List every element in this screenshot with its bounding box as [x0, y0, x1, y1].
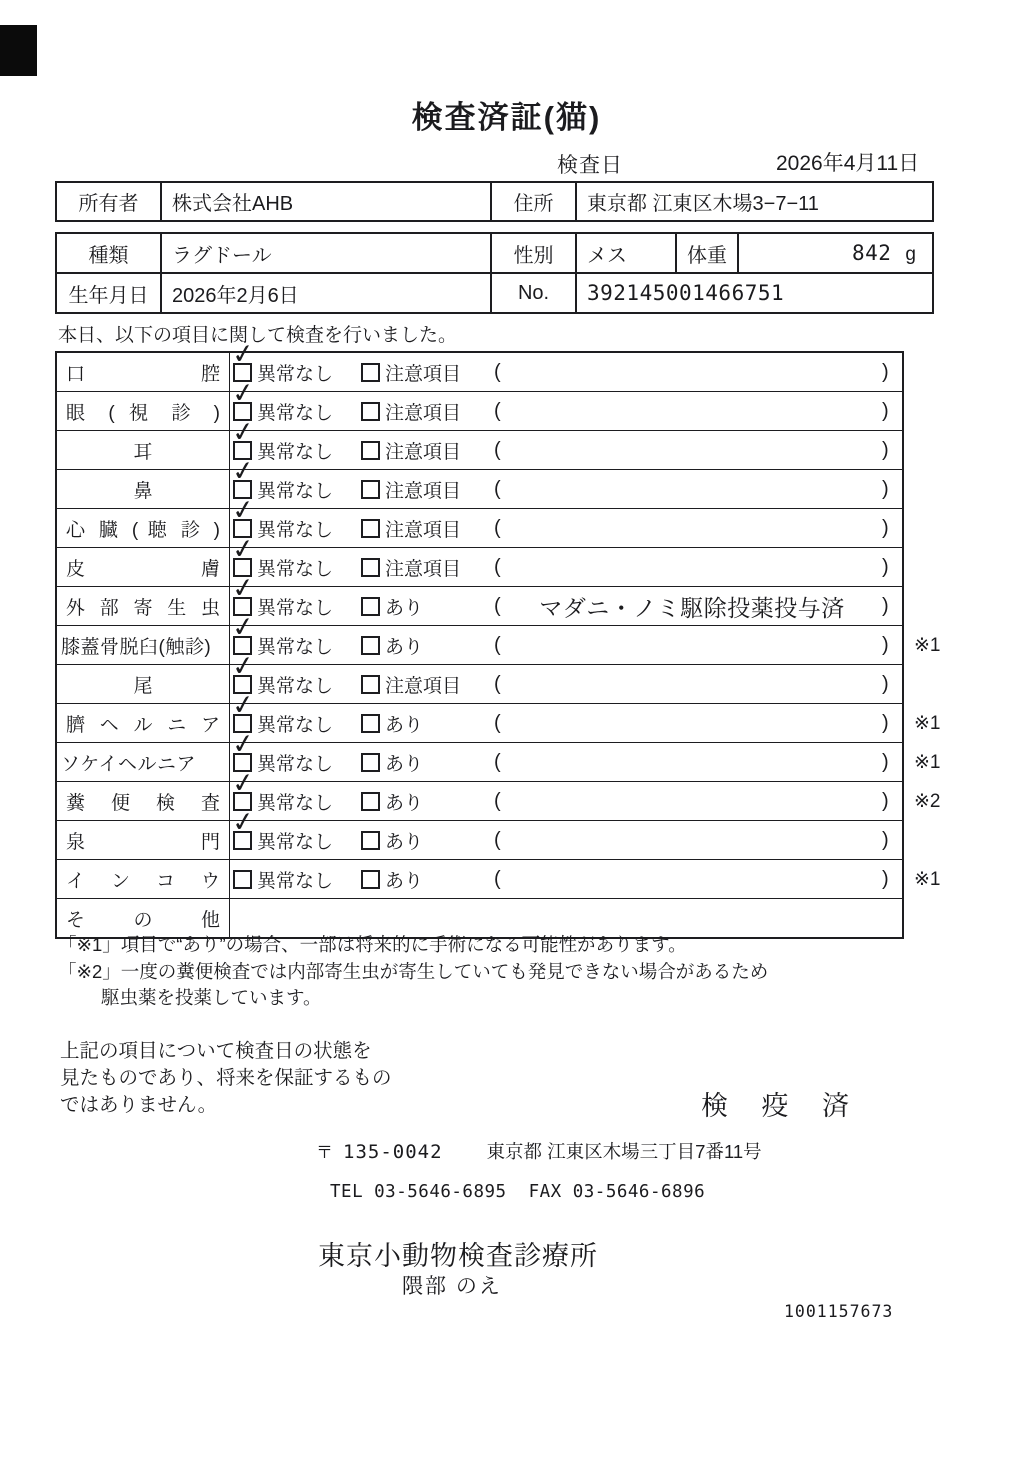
- item-label-cell: [57, 587, 230, 625]
- item-result-cell: [229, 454, 902, 508]
- checkbox-attention: [361, 363, 380, 382]
- item-label: 口 腔: [66, 363, 220, 385]
- microchip-number: 392145001466751: [576, 273, 933, 313]
- attention-label: あり: [385, 831, 424, 853]
- remarks-text: [506, 665, 878, 703]
- check-mark: ✓: [229, 454, 257, 488]
- item-label-cell: [57, 743, 230, 781]
- remarks-paren-open: (: [494, 516, 501, 539]
- no-abnormality-label: 異常なし: [257, 363, 334, 385]
- no-abnormality-label: 異常なし: [257, 441, 334, 463]
- remarks-text: [506, 860, 878, 898]
- remarks-text: マダニ・ノミ駆除投薬投与済: [539, 594, 845, 621]
- footnote-ref: ※2: [914, 790, 941, 812]
- remarks-paren-open: (: [494, 711, 501, 734]
- item-label-cell: [57, 782, 230, 820]
- remarks-text: [506, 626, 878, 664]
- owner-label: 所有者: [56, 182, 161, 221]
- item-label: 外 部 寄 生 虫: [66, 597, 220, 619]
- footnote-ref: ※1: [914, 712, 941, 734]
- item-result-cell: [229, 532, 902, 586]
- checkbox-no-abnormality: [233, 870, 252, 889]
- checklist-row: [57, 571, 902, 626]
- no-abnormality-label: 異常なし: [257, 831, 334, 853]
- attention-option: [361, 704, 423, 742]
- checkbox-attention: [361, 558, 380, 577]
- no-abnormality-label: 異常なし: [257, 792, 334, 814]
- attention-label: 注意項目: [385, 558, 462, 580]
- attention-label: あり: [385, 714, 424, 736]
- page-title: 検査済証(猫): [411, 100, 602, 135]
- attention-option: [361, 860, 423, 898]
- remarks-paren-close: ): [882, 360, 889, 383]
- weight-value: [738, 233, 933, 273]
- check-mark: ✓: [229, 532, 257, 566]
- checklist-row: [57, 610, 941, 665]
- checklist-row: [57, 454, 902, 509]
- attention-label: あり: [385, 753, 424, 775]
- sex-label: 性別: [491, 233, 576, 273]
- quarantine-stamp: 検 疫 済: [701, 1091, 863, 1121]
- item-result-cell: [229, 688, 941, 742]
- item-label-cell: [57, 704, 230, 742]
- remarks-paren-close: ): [882, 672, 889, 695]
- no-abnormality-option: [229, 805, 334, 859]
- remarks-text: [506, 392, 878, 430]
- check-mark: ✓: [229, 766, 257, 800]
- item-result-cell: [229, 805, 902, 859]
- examination-checklist: [55, 337, 941, 939]
- item-label: 尾: [133, 675, 153, 697]
- no-abnormality-label: 異常なし: [257, 870, 334, 892]
- remarks-paren-open: (: [494, 594, 501, 617]
- attention-option: [361, 470, 461, 508]
- clinic-fax: FAX 03-5646-6896: [528, 1182, 706, 1202]
- birthdate-label: 生年月日: [56, 273, 161, 313]
- remarks-text: [506, 353, 878, 391]
- item-label: 皮 膚: [66, 558, 220, 580]
- check-mark: ✓: [229, 415, 257, 449]
- item-label: 心 臓 ( 聴 診 ): [66, 519, 220, 541]
- species-value: ラグドール: [161, 233, 491, 273]
- check-mark: ✓: [229, 610, 257, 644]
- clinic-address-row: [316, 1138, 762, 1164]
- sex-value: メス: [576, 233, 676, 273]
- attention-option: [361, 587, 423, 625]
- veterinarian-name: 隈部 のえ: [402, 1275, 502, 1298]
- check-mark: ✓: [229, 376, 257, 410]
- checkbox-attention: [361, 441, 380, 460]
- checkbox-attention: [361, 519, 380, 538]
- attention-option: [361, 665, 461, 703]
- remarks-paren-open: (: [494, 867, 501, 890]
- no-abnormality-label: 異常なし: [257, 636, 334, 658]
- footnote-1: 「※1」項目で“あり”の場合、一部は将来的に手術になる可能性があります。: [58, 934, 687, 955]
- item-label-cell: [57, 821, 230, 859]
- pet-info-table: [55, 232, 934, 314]
- item-result-cell: [229, 415, 902, 469]
- item-result-cell: [229, 649, 902, 703]
- attention-option: [361, 782, 423, 820]
- checkbox-attention: [361, 870, 380, 889]
- attention-label: 注意項目: [385, 441, 462, 463]
- footnote-ref: ※1: [914, 751, 941, 773]
- checklist-row: [57, 860, 941, 899]
- inspection-date-label: 検査日: [557, 154, 623, 177]
- footnote-ref: ※1: [914, 634, 941, 656]
- weight-label: 体重: [676, 233, 738, 273]
- item-label: そ の 他: [66, 909, 220, 931]
- item-result-cell: [229, 493, 902, 547]
- checklist-row: [57, 493, 902, 548]
- checkbox-attention: [361, 792, 380, 811]
- clinic-name: 東京小動物検査診療所: [318, 1241, 598, 1271]
- attention-label: 注意項目: [385, 519, 462, 541]
- item-result-cell: [230, 860, 941, 898]
- scan-artifact-mark: [0, 25, 37, 76]
- remarks-text: [506, 431, 878, 469]
- remarks-paren-close: ): [882, 555, 889, 578]
- attention-option: [361, 353, 461, 391]
- checkbox-attention: [361, 480, 380, 499]
- remarks-text: [506, 782, 878, 820]
- checklist-row: [57, 532, 902, 587]
- attention-option: [361, 392, 461, 430]
- checkbox-attention: [361, 714, 380, 733]
- attention-label: 注意項目: [385, 402, 462, 424]
- no-abnormality-option: [233, 860, 333, 898]
- birthdate-value: 2026年2月6日: [161, 273, 491, 313]
- checklist-row: [57, 649, 902, 704]
- attention-option: [361, 743, 423, 781]
- remarks-paren-close: ): [882, 594, 889, 617]
- check-mark: ✓: [229, 337, 257, 371]
- address-value: 東京都 江東区木場3−7−11: [576, 182, 933, 221]
- inspection-date-value: 2026年4月11日: [776, 152, 920, 175]
- attention-option: [361, 626, 423, 664]
- checkbox-attention: [361, 402, 380, 421]
- remarks-text: [506, 509, 878, 547]
- clinic-tel: TEL 03-5646-6895: [330, 1182, 507, 1202]
- item-result-cell: [229, 571, 902, 625]
- remarks-paren-open: (: [494, 438, 501, 461]
- owner-table: [55, 181, 934, 222]
- item-label-cell: [57, 509, 230, 547]
- item-label-cell: [57, 470, 230, 508]
- checklist-row: [57, 766, 941, 821]
- remarks-paren-close: ): [882, 477, 889, 500]
- checklist-row: [57, 337, 902, 392]
- attention-label: あり: [385, 597, 424, 619]
- item-label: 膝蓋骨脱臼(触診): [61, 636, 212, 658]
- checklist-row: [57, 688, 941, 743]
- remarks-paren-close: ): [882, 516, 889, 539]
- attention-label: あり: [385, 792, 424, 814]
- no-abnormality-label: 異常なし: [257, 753, 334, 775]
- footnote-2-line2: 駆虫薬を投薬しています。: [101, 987, 322, 1008]
- remarks-paren-close: ): [882, 828, 889, 851]
- disclaimer-line2: 見たものであり、将来を保証するもの: [60, 1067, 392, 1089]
- remarks-paren-open: (: [494, 477, 501, 500]
- no-label: No.: [491, 273, 576, 313]
- no-abnormality-label: 異常なし: [257, 597, 334, 619]
- item-label: 泉 門: [66, 831, 220, 853]
- remarks-paren-open: (: [494, 750, 501, 773]
- owner-value: 株式会社AHB: [161, 182, 491, 221]
- owner-row: [56, 182, 933, 221]
- remarks-paren-open: (: [494, 633, 501, 656]
- birth-row: [56, 273, 933, 313]
- species-row: [56, 233, 933, 273]
- no-abnormality-label: 異常なし: [257, 675, 334, 697]
- remarks-text: [506, 548, 878, 586]
- no-abnormality-label: 異常なし: [257, 558, 334, 580]
- remarks-paren-close: ): [882, 633, 889, 656]
- check-mark: ✓: [229, 805, 257, 839]
- item-label-cell: [57, 353, 230, 391]
- checklist-row: [57, 415, 902, 470]
- checkbox-attention: [361, 636, 380, 655]
- footnote-ref: ※1: [914, 868, 941, 890]
- remarks-paren-close: ): [882, 711, 889, 734]
- check-mark: ✓: [229, 493, 257, 527]
- item-label-cell: [57, 860, 230, 898]
- remarks-text: [506, 704, 878, 742]
- attention-label: 注意項目: [385, 363, 462, 385]
- remarks-text: [506, 821, 878, 859]
- disclaimer-text: [60, 1038, 392, 1119]
- check-mark: ✓: [229, 688, 257, 722]
- attention-label: 注意項目: [385, 480, 462, 502]
- clinic-street-address: 東京都 江東区木場三丁目7番11号: [486, 1141, 762, 1162]
- postal-code: 135-0042: [343, 1141, 443, 1163]
- checklist-row: [57, 376, 902, 431]
- remarks-paren-close: ): [882, 438, 889, 461]
- attention-option: [361, 821, 423, 859]
- attention-option: [361, 509, 461, 547]
- remarks-text: [506, 743, 878, 781]
- remarks-paren-open: (: [494, 399, 501, 422]
- item-label: 臍 ヘ ル ニ ア: [66, 714, 220, 736]
- item-label-cell: [57, 431, 230, 469]
- no-abnormality-label: 異常なし: [257, 519, 334, 541]
- remarks-paren-close: ): [882, 750, 889, 773]
- attention-label: あり: [385, 636, 424, 658]
- attention-option: [361, 431, 461, 469]
- attention-option: [361, 548, 461, 586]
- item-label: イ ン コ ウ: [66, 870, 220, 892]
- no-abnormality-label: 異常なし: [257, 480, 334, 502]
- checkbox-attention: [361, 675, 380, 694]
- disclaimer-line1: 上記の項目について検査日の状態を: [60, 1040, 372, 1062]
- checklist-row: [57, 805, 902, 860]
- checkbox-attention: [361, 831, 380, 850]
- item-label: 耳: [133, 441, 153, 463]
- weight-number: 842: [851, 240, 892, 265]
- item-label: 眼 ( 視 診 ): [66, 402, 220, 424]
- check-mark: ✓: [229, 649, 257, 683]
- intro-text: 本日、以下の項目に関して検査を行いました。: [58, 325, 458, 346]
- item-label: ソケイヘルニア: [61, 753, 196, 775]
- clinic-phone-row: [330, 1182, 705, 1202]
- item-result-cell: [229, 376, 902, 430]
- no-abnormality-label: 異常なし: [257, 714, 334, 736]
- disclaimer-line3: ではありません。: [60, 1094, 218, 1116]
- item-result-cell: [229, 727, 941, 781]
- attention-label: 注意項目: [385, 675, 462, 697]
- postal-mark-icon: 〒: [316, 1143, 333, 1162]
- remarks-paren-close: ): [882, 867, 889, 890]
- document-serial-number: 1001157673: [784, 1302, 894, 1321]
- remarks-paren-open: (: [494, 789, 501, 812]
- remarks-text: [506, 470, 878, 508]
- check-mark: ✓: [229, 571, 257, 605]
- item-label-cell: [57, 548, 230, 586]
- address-label: 住所: [491, 182, 576, 221]
- remarks-paren-open: (: [494, 828, 501, 851]
- no-abnormality-label: 異常なし: [257, 402, 334, 424]
- remarks-paren-close: ): [882, 399, 889, 422]
- checkbox-attention: [361, 597, 380, 616]
- weight-unit: g: [905, 243, 916, 265]
- remarks-paren-open: (: [494, 555, 501, 578]
- item-result-cell: [229, 337, 902, 391]
- item-label-cell: [57, 626, 230, 664]
- item-result-cell: [229, 766, 941, 820]
- item-label-cell: [57, 665, 230, 703]
- remarks-paren-open: (: [494, 360, 501, 383]
- species-label: 種類: [56, 233, 161, 273]
- remarks-paren-open: (: [494, 672, 501, 695]
- checkbox-attention: [361, 753, 380, 772]
- checklist-row: [57, 727, 941, 782]
- item-label: 鼻: [133, 480, 153, 502]
- item-label: 糞 便 検 査: [66, 792, 220, 814]
- item-label-cell: [57, 392, 230, 430]
- attention-label: あり: [385, 870, 424, 892]
- item-result-cell: [229, 610, 941, 664]
- footnote-2-line1: 「※2」一度の糞便検査では内部寄生虫が寄生していても発見できない場合があるため: [58, 961, 769, 982]
- check-mark: ✓: [229, 727, 257, 761]
- remarks-paren-close: ): [882, 789, 889, 812]
